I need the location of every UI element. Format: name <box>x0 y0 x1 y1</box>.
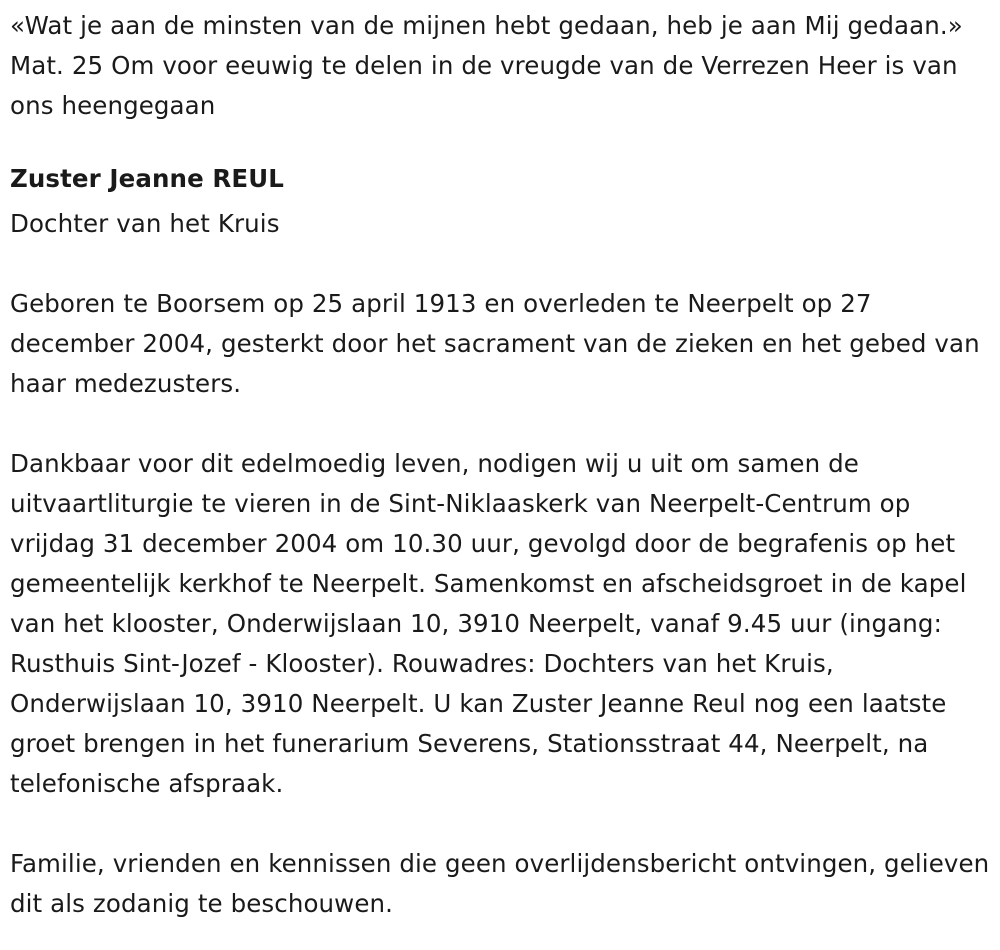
funeral-paragraph: Dankbaar voor dit edelmoedig leven, nodigen wij u uit om samen de uitvaartliturgie te vieren in de Sint-Niklaaskerk van Neerpelt-Centrum op vrijdag 31 december 2004 om 10.30 uur, gevolgd door de begrafenis op het gemeentelijk kerkhof te Neerpelt. Samenkomst en afscheidsgroet in de kapel van het klooster, Onderwijslaan 10, 3910 Neerpelt, vanaf 9.45 uur (ingang: Rusthuis Sint-Jozef - Klooster). Rouwadres: Dochters van het Kruis, Onderwijslaan 10, 3910 Neerpelt. U kan Zuster Jeanne Reul nog een laatste groet brengen in het funerarium Severens, Stationsstraat 44, Neerpelt, na telefonische afspraak. <box>10 449 967 798</box>
spacer <box>10 804 995 844</box>
spacer <box>10 404 995 444</box>
obituary-document <box>10 6 995 924</box>
deceased-subtitle: Dochter van het Kruis <box>10 209 280 238</box>
closing-paragraph: Familie, vrienden en kennissen die geen overlijdensbericht ontvingen, gelieven dit als zodanig te beschouwen. <box>10 849 990 918</box>
spacer <box>10 126 995 154</box>
intro-paragraph: «Wat je aan de minsten van de mijnen hebt gedaan, heb je aan Mij gedaan.» Mat. 25 Om voor eeuwig te delen in de vreugde van de Verrezen Heer is van ons heengegaan <box>10 11 963 120</box>
birth-death-paragraph: Geboren te Boorsem op 25 april 1913 en overleden te Neerpelt op 27 december 2004, gesterkt door het sacrament van de zieken en het gebed van haar medezusters. <box>10 289 980 398</box>
spacer <box>10 244 995 284</box>
deceased-name: Zuster Jeanne REUL <box>10 164 284 193</box>
